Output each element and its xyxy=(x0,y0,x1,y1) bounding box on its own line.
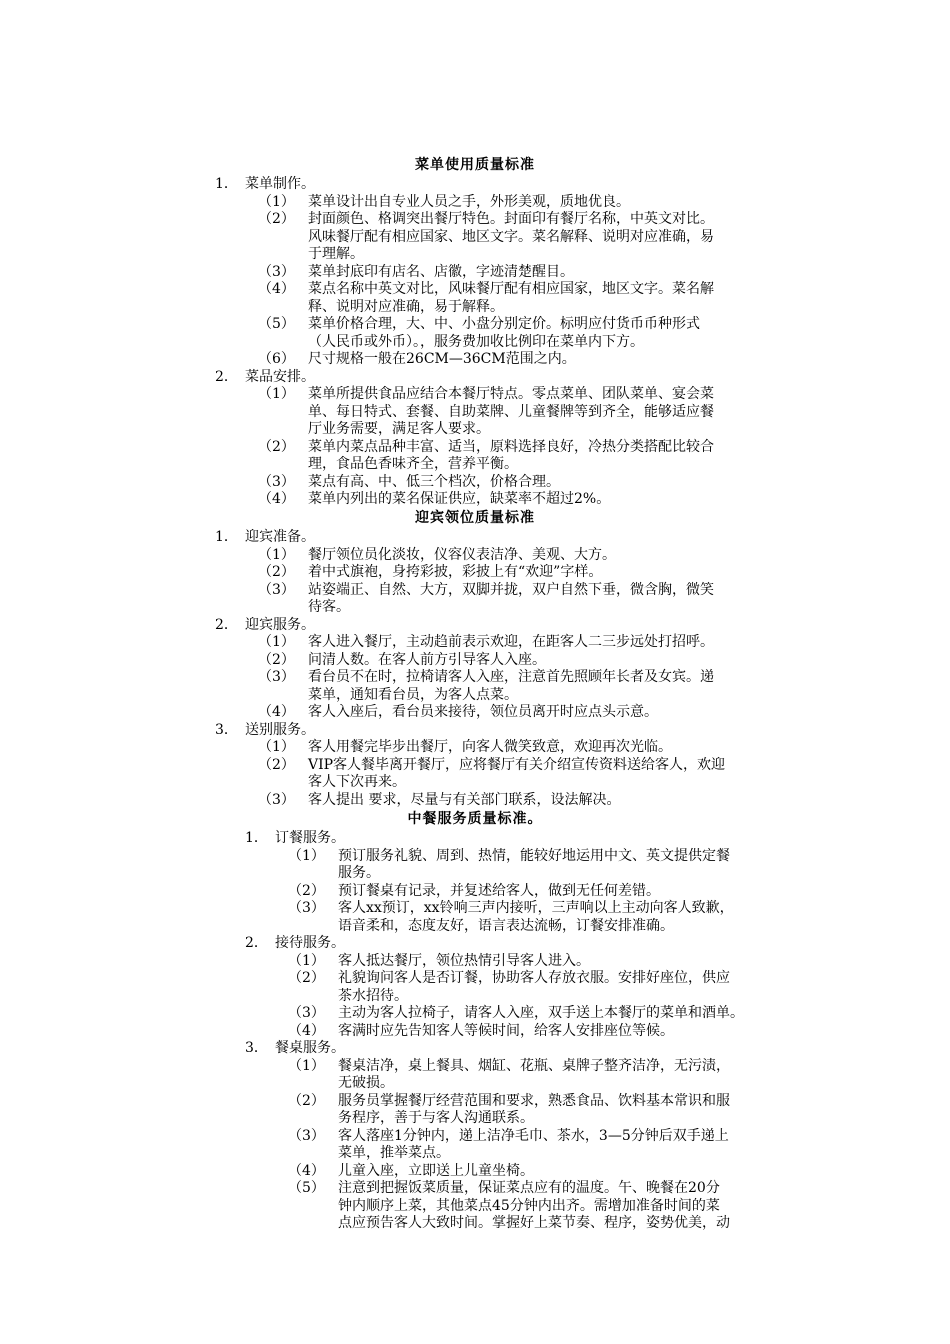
item-text-line: 礼貌询问客人是否订餐，协助客人存放衣服。安排好座位，供应 xyxy=(338,970,730,986)
group-number: 2． xyxy=(215,616,238,633)
item-text-line: 问清人数。在客人前方引导客人入座。 xyxy=(308,651,546,668)
group-label: 迎宾准备。 xyxy=(245,529,315,545)
group-number: 2． xyxy=(245,935,268,951)
item-number: （3） xyxy=(258,669,295,685)
group-number: 3． xyxy=(245,1040,268,1056)
item-number: （5） xyxy=(258,316,295,332)
item-number: （1） xyxy=(258,193,295,210)
item-text-line: 无破损。 xyxy=(338,1075,394,1091)
group-label: 菜单制作。 xyxy=(245,176,315,192)
item-text-line: 主动为客人拉椅子，请客人入座，双手送上本餐厅的菜单和酒单。 xyxy=(338,1005,744,1021)
item-text-line: 务程序，善于与客人沟通联系。 xyxy=(338,1110,534,1126)
item-text-line: 站姿端正、自然、大方，双脚并拢，双户自然下垂，微含胸，微笑 xyxy=(308,581,714,598)
item-number: （1） xyxy=(258,386,295,402)
group-number: 1． xyxy=(215,529,238,545)
item-text-line: 释、说明对应准确，易于解释。 xyxy=(308,298,504,315)
item-text-line: 尺寸规格一般在26CM—36CM范围之内。 xyxy=(308,351,576,367)
item-number: （3） xyxy=(258,581,295,598)
group-label: 送别服务。 xyxy=(245,721,315,738)
item-number: （1） xyxy=(258,739,295,755)
item-text-line: 语音柔和，态度友好，语言表达流畅，订餐安排准确。 xyxy=(338,917,674,934)
item-number: （4） xyxy=(258,491,295,507)
item-text-line: 菜单，推举菜点。 xyxy=(338,1145,450,1161)
item-number: （4） xyxy=(288,1162,325,1179)
item-text-line: 客人抵达餐厅，领位热情引导客人进入。 xyxy=(338,952,590,969)
item-text-line: 理，食品色香味齐全，营养平衡。 xyxy=(308,456,518,472)
item-number: （1） xyxy=(258,546,295,563)
item-text-line: 客人落座1分钟内，递上洁净毛巾、茶水，3—5分钟后双手递上 xyxy=(338,1127,729,1144)
item-text-line: 服务。 xyxy=(338,865,380,881)
group-number: 1． xyxy=(215,176,238,192)
item-number: （2） xyxy=(258,211,295,227)
item-text-line: 看台员不在时，拉椅请客人入座，注意首先照顾年长者及女宾。递 xyxy=(308,669,714,685)
section-title: 迎宾领位质量标准 xyxy=(415,510,535,526)
item-number: （2） xyxy=(258,438,295,455)
item-text-line: 菜单封底印有店名、店徽，字迹清楚醒目。 xyxy=(308,263,574,280)
item-text-line: 菜单，通知看台员，为客人点菜。 xyxy=(308,686,518,703)
item-number: （4） xyxy=(258,704,295,720)
item-text-line: 厅业务需要，满足客人要求。 xyxy=(308,421,490,437)
item-number: （2） xyxy=(288,1092,325,1109)
item-text-line: 预订服务礼貌、周到、热情，能较好地运用中文、英文提供定餐 xyxy=(338,847,730,864)
item-number: （3） xyxy=(288,1005,325,1021)
item-text-line: 菜点有高、中、低三个档次，价格合理。 xyxy=(308,473,560,490)
item-text-line: 客人提出 要求，尽量与有关部门联系，设法解决。 xyxy=(308,791,621,808)
group-label: 迎宾服务。 xyxy=(245,616,315,633)
item-number: （4） xyxy=(258,281,295,297)
item-number: （1） xyxy=(288,847,325,864)
item-text-line: 封面颜色、格调突出餐厅特色。封面印有餐厅名称，中英文对比。 xyxy=(308,211,714,227)
group-label: 订餐服务。 xyxy=(275,830,345,846)
item-text-line: 茶水招待。 xyxy=(338,987,408,1004)
group-label: 菜品安排。 xyxy=(245,368,315,385)
item-text-line: 菜单设计出自专业人员之手，外形美观，质地优良。 xyxy=(308,193,630,210)
group-number: 2． xyxy=(215,368,238,385)
group-label: 接待服务。 xyxy=(275,935,345,951)
item-text-line: 待客。 xyxy=(308,599,350,615)
group-number: 3． xyxy=(215,721,238,738)
item-text-line: 客人入座后，看台员来接待，领位员离开时应点头示意。 xyxy=(308,704,658,720)
item-number: （5） xyxy=(288,1180,325,1196)
item-number: （3） xyxy=(258,263,295,280)
item-text-line: 风味餐厅配有相应国家、地区文字。菜名解释、说明对应准确，易 xyxy=(308,228,714,245)
item-text-line: 预订餐桌有记录，并复述给客人，做到无任何差错。 xyxy=(338,882,660,899)
item-text-line: 点应预告客人大致时间。掌握好上菜节奏、程序，姿势优美，动 xyxy=(338,1215,730,1231)
item-text-line: 于理解。 xyxy=(308,246,364,262)
item-text-line: 客满时应先告知客人等候时间，给客人安排座位等候。 xyxy=(338,1022,674,1039)
item-text-line: 客人xx预订，xx铃响三声内接听，三声响以上主动向客人致歉， xyxy=(338,900,734,916)
section-title: 中餐服务质量标准。 xyxy=(407,811,543,827)
item-text-line: 餐厅领位员化淡妆，仪容仪表洁净、美观、大方。 xyxy=(308,546,616,563)
item-text-line: 菜单价格合理，大、中、小盘分别定价。标明应付货币币种形式 xyxy=(308,316,700,332)
group-number: 1． xyxy=(245,830,268,846)
item-text-line: 注意到把握饭菜质量，保证菜点应有的温度。午、晚餐在20分 xyxy=(338,1180,720,1196)
item-text-line: 菜单所提供食品应结合本餐厅特点。零点菜单、团队菜单、宴会菜 xyxy=(308,386,714,402)
item-number: （4） xyxy=(288,1022,325,1039)
item-text-line: 钟内顺序上菜，其他菜点45分钟内出齐。需增加准备时间的菜 xyxy=(338,1197,720,1214)
item-text-line: 菜单内列出的菜名保证供应，缺菜率不超过2%。 xyxy=(308,491,611,507)
item-text-line: VIP客人餐毕离开餐厅，应将餐厅有关介绍宣传资料送给客人，欢迎 xyxy=(308,756,726,773)
item-text-line: 服务员掌握餐厅经营范围和要求，熟悉食品、饮料基本常识和服 xyxy=(338,1092,730,1109)
item-text-line: 单、每日特式、套餐、自助菜牌、儿童餐牌等到齐全，能够适应餐 xyxy=(308,403,714,420)
item-text-line: 着中式旗袍，身挎彩披，彩披上有“欢迎”字样。 xyxy=(308,564,603,580)
item-number: （2） xyxy=(288,882,325,899)
item-text-line: （人民币或外币）。，服务费加收比例印在菜单内下方。 xyxy=(308,333,644,350)
item-text-line: 菜单内菜点品种丰富、适当，原料选择良好，冷热分类搭配比较合 xyxy=(308,438,714,455)
item-number: （1） xyxy=(258,634,295,650)
item-number: （3） xyxy=(258,473,295,490)
item-number: （2） xyxy=(258,564,295,580)
item-number: （2） xyxy=(288,970,325,986)
item-number: （1） xyxy=(288,952,325,969)
item-text-line: 儿童入座，立即送上儿童坐椅。 xyxy=(338,1162,534,1179)
item-text-line: 客人用餐完毕步出餐厅，向客人微笑致意，欢迎再次光临。 xyxy=(308,739,672,755)
item-text-line: 餐桌洁净，桌上餐具、烟缸、花瓶、桌牌子整齐洁净，无污渍， xyxy=(338,1057,730,1074)
item-number: （3） xyxy=(258,791,295,808)
item-number: （3） xyxy=(288,1127,325,1144)
item-number: （2） xyxy=(258,756,295,773)
item-number: （1） xyxy=(288,1057,325,1074)
item-text-line: 菜点名称中英文对比，风味餐厅配有相应国家，地区文字。菜名解 xyxy=(308,281,714,297)
item-number: （6） xyxy=(258,351,295,367)
section-title: 菜单使用质量标准 xyxy=(415,157,535,173)
item-number: （2） xyxy=(258,651,295,668)
item-number: （3） xyxy=(288,900,325,916)
group-label: 餐桌服务。 xyxy=(275,1040,345,1056)
item-text-line: 客人下次再来。 xyxy=(308,774,406,790)
item-text-line: 客人进入餐厅，主动趋前表示欢迎，在距客人二三步远处打招呼。 xyxy=(308,634,714,650)
